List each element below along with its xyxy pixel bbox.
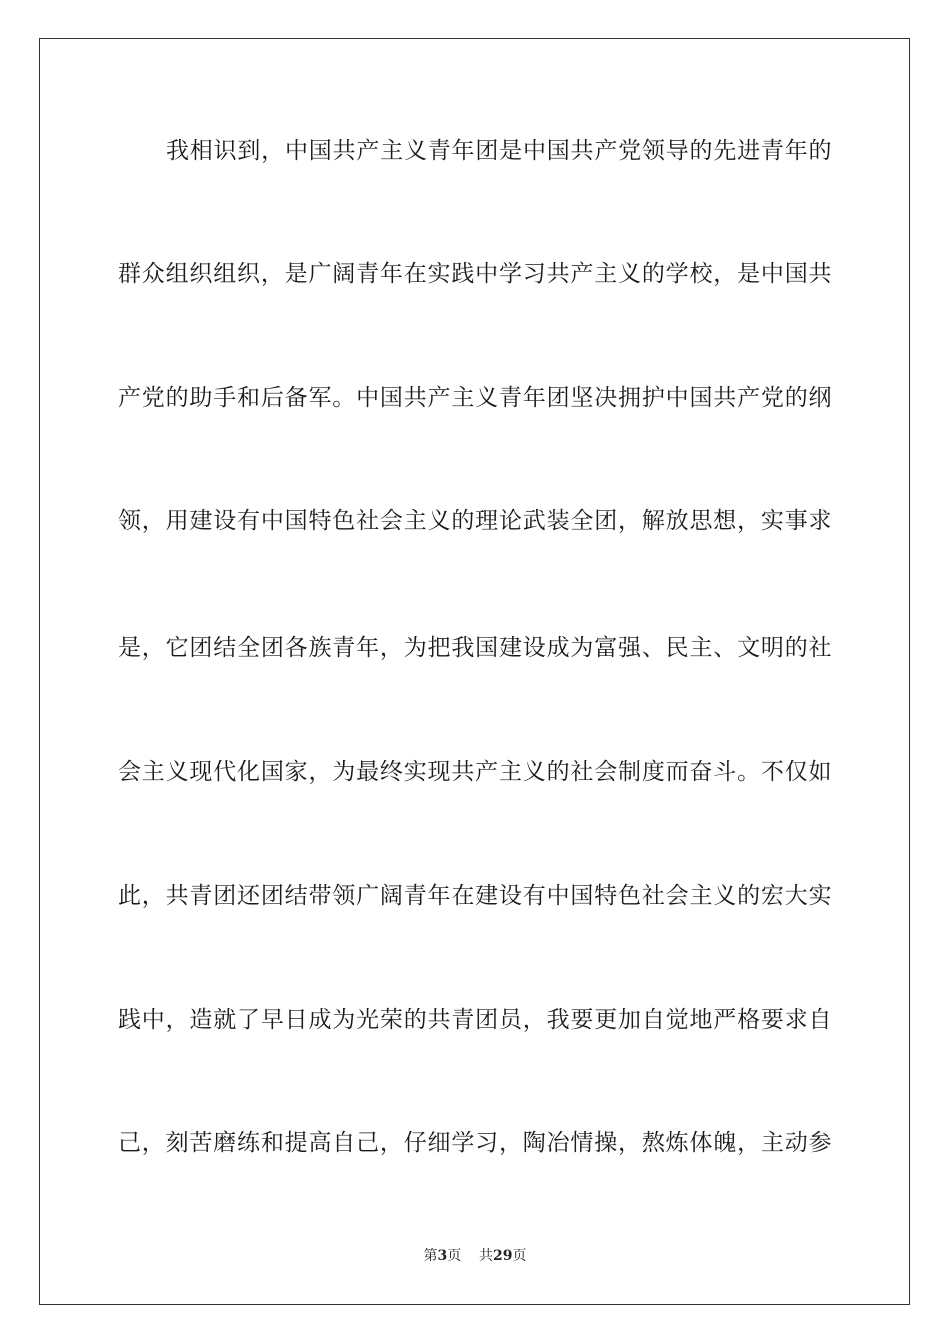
total-prefix: 共 <box>479 1248 494 1264</box>
page-suffix: 页 <box>447 1248 462 1264</box>
paragraph-line-8: 践中，造就了早日成为光荣的共青团员，我要更加自觉地严格要求自 <box>118 1007 832 1033</box>
paragraph-line-6: 会主义现代化国家，为最终实现共产主义的社会制度而奋斗。不仅如 <box>118 759 832 785</box>
total-pages: 29 <box>493 1248 513 1264</box>
paragraph-line-2: 群众组织组织，是广阔青年在实践中学习共产主义的学校，是中国共 <box>118 261 832 287</box>
page-number: 3 <box>437 1248 448 1264</box>
paragraph-line-3: 产党的助手和后备军。中国共产主义青年团坚决拥护中国共产党的纲 <box>118 385 832 411</box>
paragraph-line-5: 是，它团结全团各族青年，为把我国建设成为富强、民主、文明的社 <box>118 635 832 661</box>
total-suffix: 页 <box>512 1248 527 1264</box>
paragraph-line-1: 我相识到，中国共产主义青年团是中国共产党领导的先进青年的 <box>166 138 832 164</box>
paragraph-line-9: 己，刻苦磨练和提高自己，仔细学习，陶冶情操，熬炼体魄，主动参 <box>118 1130 832 1156</box>
paragraph-line-4: 领，用建设有中国特色社会主义的理论武装全团，解放思想，实事求 <box>118 508 832 534</box>
page-footer <box>0 1247 950 1265</box>
paragraph-line-7: 此，共青团还团结带领广阔青年在建设有中国特色社会主义的宏大实 <box>118 883 832 909</box>
page-border <box>39 38 910 1305</box>
page-prefix: 第 <box>423 1248 438 1264</box>
